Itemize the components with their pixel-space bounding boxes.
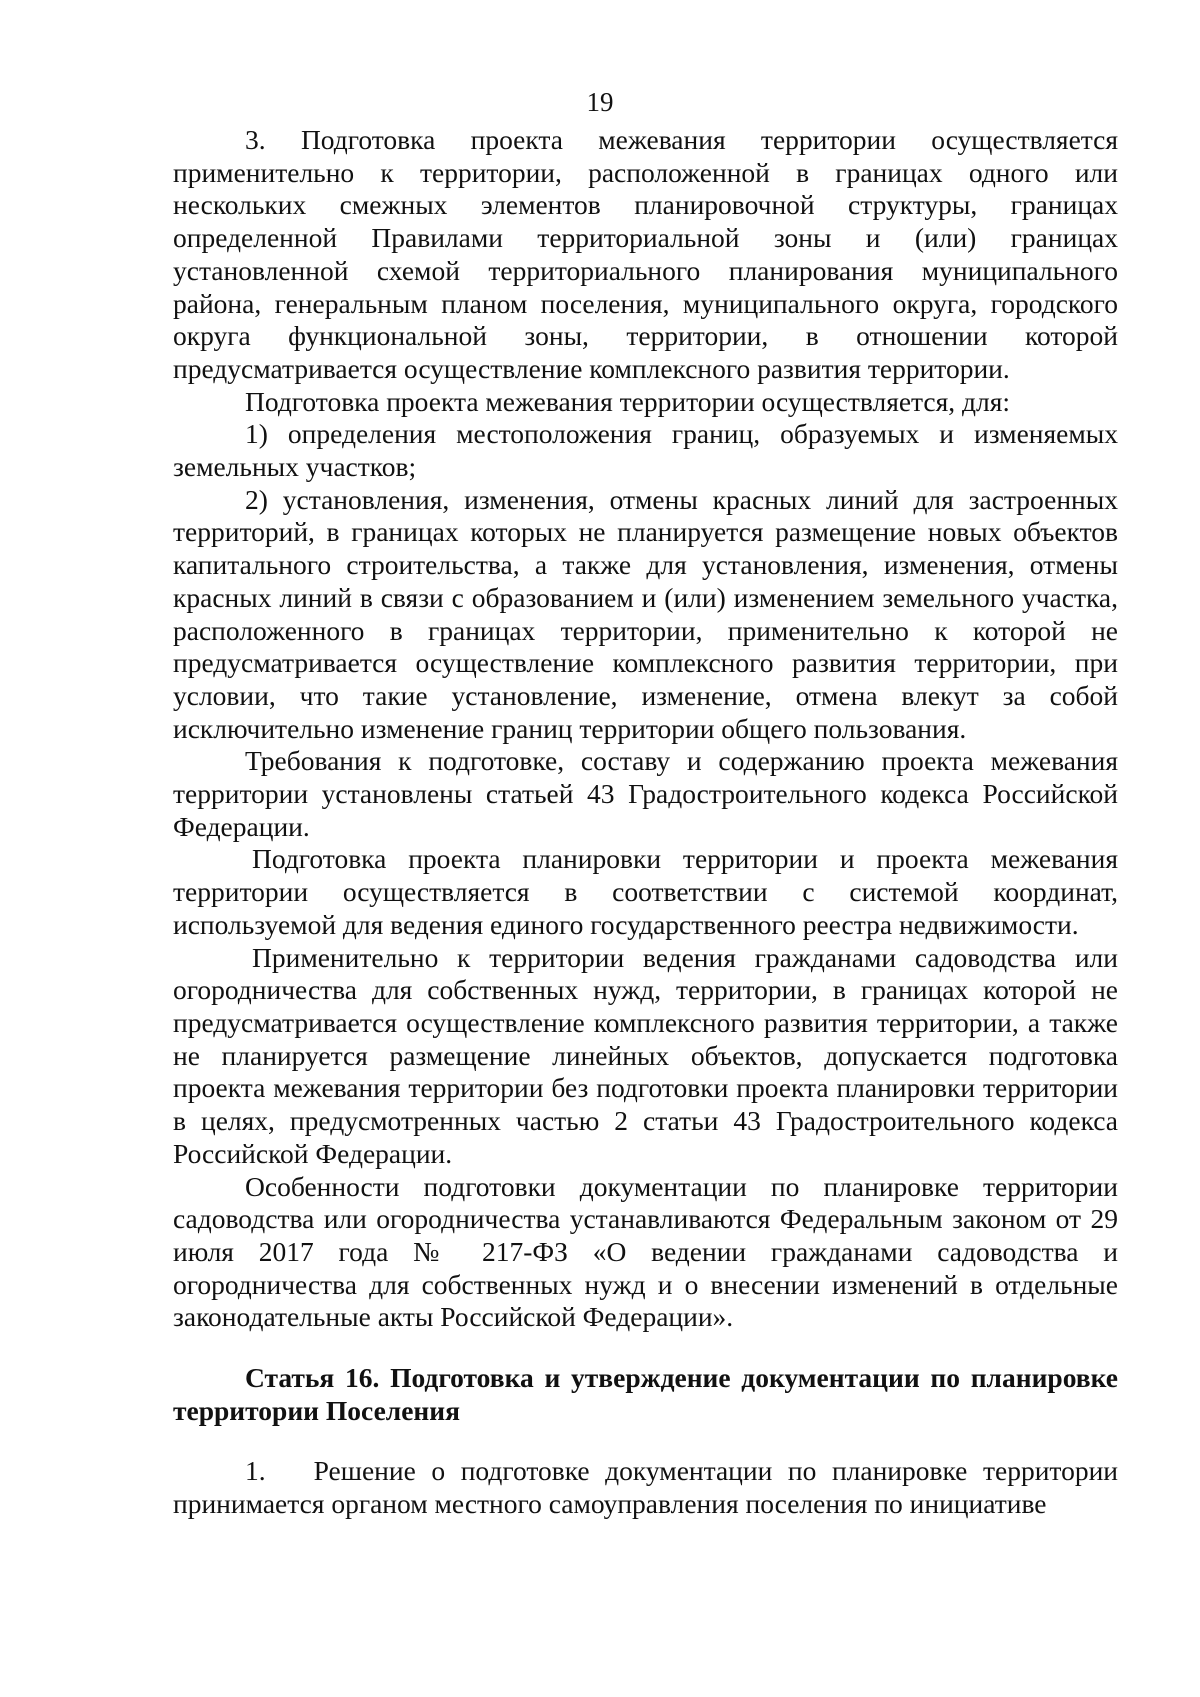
paragraph-gardening-territory: Применительно к территории ведения гражданами садоводства или огородничества для собственных нужд, территории, в границах которой не предусматривается осуществление комплексного развития территории, а также не планируется размещение линейных объектов, допускается подготовка проекта межевания территории без подготовки проекта планировки территории в целях, предусмотренных частью 2 статьи 43 Градостроительного кодекса Российской Федерации.: [173, 941, 1118, 1169]
article-16-paragraph-1: [173, 1455, 1118, 1520]
article-16-heading: Статья 16. Подготовка и утверждение документации по планировке территории Поселения: [173, 1362, 1118, 1426]
paragraph-requirements: Требования к подготовке, составу и содержанию проекта межевания территории установлены статьей 43 Градостроительного кодекса Российской Федерации.: [173, 745, 1118, 842]
paragraph-gardening-features: Особенности подготовки документации по планировке территории садоводства или огородничества устанавливаются Федеральным законом от 29 июля 2017 года № 217-ФЗ «О ведении гражданами садоводства и огородничества для собственных нужд и о внесении изменений в отдельные законодательные акты Российской Федерации».: [173, 1170, 1118, 1333]
document-body: [173, 124, 1118, 1521]
paragraph-purpose-intro: Подготовка проекта межевания территории осуществляется, для:: [245, 385, 1011, 417]
paragraph-purpose-item-1: 1) определения местоположения границ, образуемых и изменяемых земельных участков;: [173, 418, 1118, 483]
article-16-paragraph-1-text: Решение о подготовке документации по планировке территории принимается органом местного самоуправления поселения по инициативе: [173, 1455, 1118, 1520]
paragraph-3-scope: 3. Подготовка проекта межевания территории осуществляется применительно к территории, расположенной в границах одного или нескольких смежных элементов планировочной структуры, границах определенной Правилами территориальной зоны и (или) границах установленной схемой территориального планирования муниципального района, генеральным планом поселения, муниципального округа, городского округа функциональной зоны, территории, в отношении которой предусматривается осуществление комплексного развития территории.: [173, 124, 1118, 384]
page-number: 19: [586, 87, 614, 117]
article-16-paragraph-1-number: 1.: [245, 1455, 266, 1487]
paragraph-coordinate-system: Подготовка проекта планировки территории и проекта межевания территории осуществляется в соответствии с системой координат, используемой для ведения единого государственного реестра недвижимости.: [173, 843, 1118, 940]
paragraph-purpose-item-2: 2) установления, изменения, отмены красных линий для застроенных территорий, в границах которых не планируется размещение новых объектов капитального строительства, а также для установления, изменения, отмены красных линий в связи с образованием и (или) изменением земельного участка, расположенного в границах территории, применительно к которой не предусматривается осуществление комплексного развития территории, при условии, что такие установление, изменение, отмена влекут за собой исключительно изменение границ территории общего пользования.: [173, 483, 1118, 744]
